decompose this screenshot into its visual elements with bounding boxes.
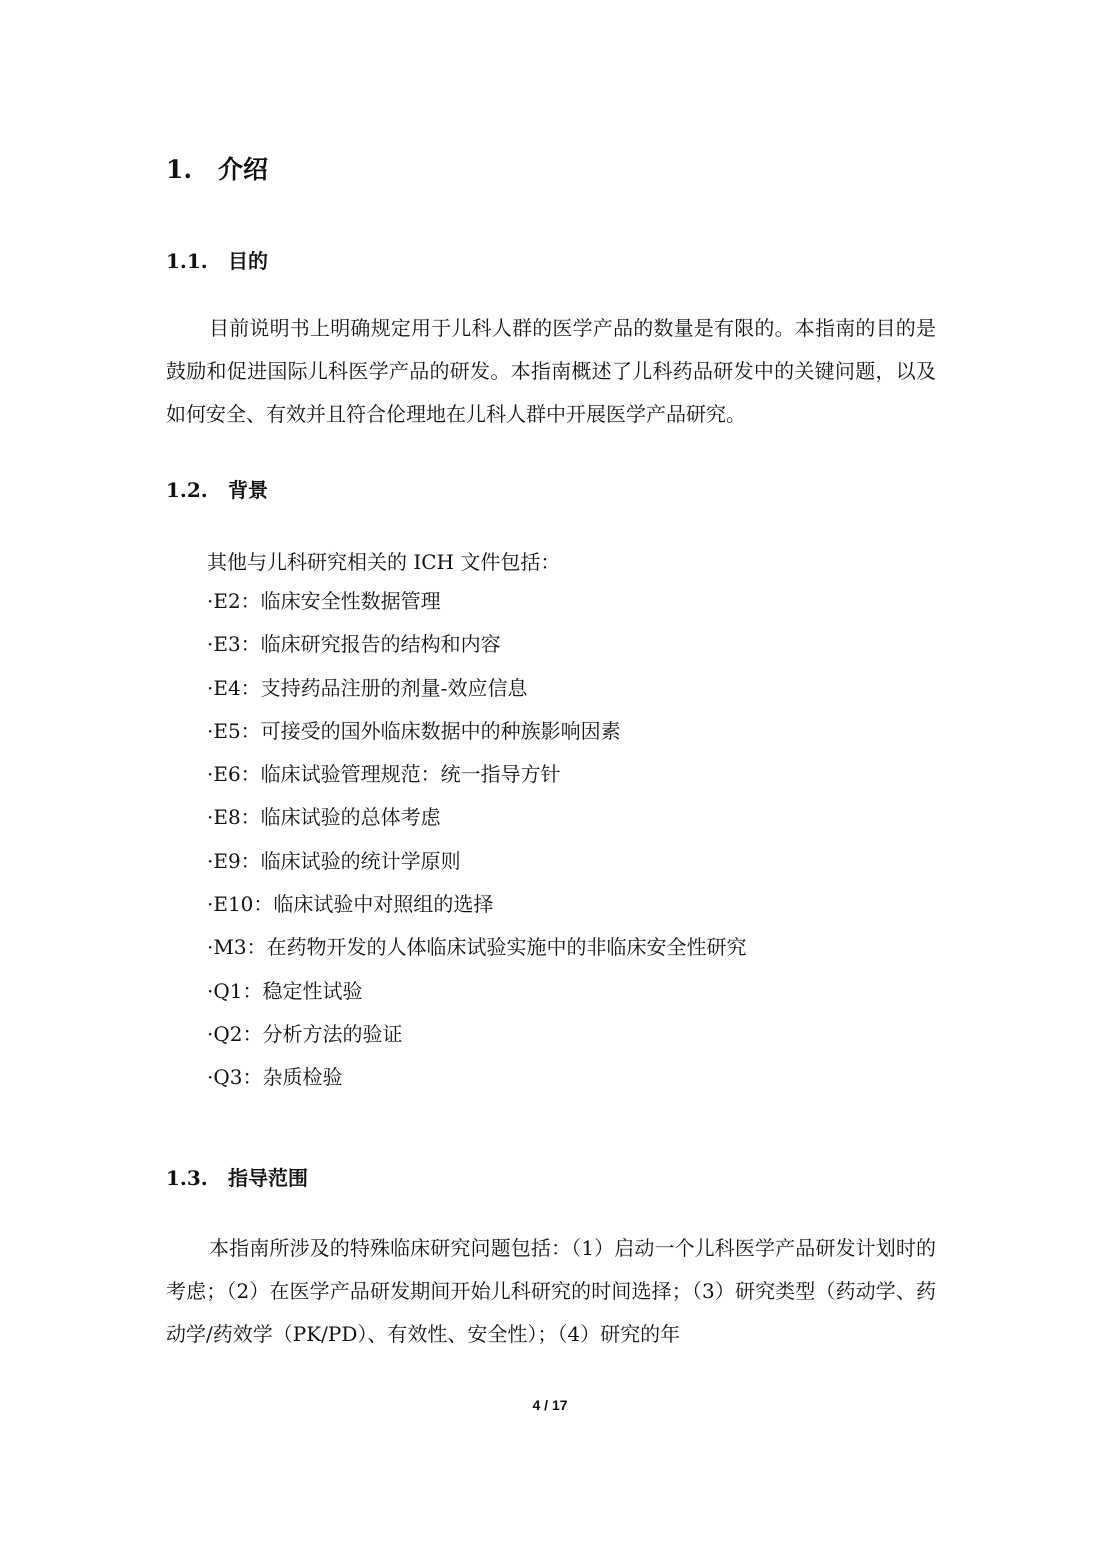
section-heading-scope — [166, 1162, 308, 1191]
scope-paragraph: 本指南所涉及的特殊临床研究问题包括：（1）启动一个儿科医学产品研发计划时的考虑；（2）在医学产品研发期间开始儿科研究的时间选择；（3）研究类型（药动学、药动学/药效学（PK/PD）、有效性、安全性）；（4）研究的年 — [166, 1236, 936, 1346]
list-item: ·E5：可接受的国外临床数据中的种族影响因素 — [207, 718, 621, 743]
chapter-number: 1. — [166, 155, 193, 184]
list-item: ·E9：临床试验的统计学原则 — [207, 848, 461, 873]
list-item: ·E4：支持药品注册的剂量-效应信息 — [207, 675, 528, 700]
list-item: ·E10：临床试验中对照组的选择 — [207, 892, 494, 917]
list-item: ·Q3：杂质检验 — [207, 1065, 343, 1090]
section-title: 目的 — [228, 249, 268, 273]
list-item: ·E2：临床安全性数据管理 — [207, 589, 441, 613]
list-item: ·Q1：稳定性试验 — [207, 978, 363, 1003]
section-number: 1.2. — [166, 478, 208, 502]
list-item: ·Q2：分析方法的验证 — [207, 1021, 403, 1046]
chapter-title: 介绍 — [218, 155, 269, 184]
purpose-paragraph: 目前说明书上明确规定用于儿科人群的医学产品的数量是有限的。本指南的目的是鼓励和促进国际儿科医学产品的研发。本指南概述了儿科药品研发中的关键问题，以及如何安全、有效并且符合伦理地在儿科人群中开展医学产品研究。 — [166, 316, 936, 426]
list-item: ·E6：临床试验管理规范：统一指导方针 — [207, 762, 561, 787]
section-heading-background — [166, 474, 268, 503]
section-title: 指导范围 — [228, 1166, 308, 1190]
list-item: ·M3：在药物开发的人体临床试验实施中的非临床安全性研究 — [207, 935, 747, 960]
section-number: 1.1. — [166, 249, 208, 273]
section-title: 背景 — [228, 478, 268, 502]
chapter-heading — [166, 150, 268, 186]
page-number: 4 / 17 — [532, 1397, 568, 1413]
section-number: 1.3. — [166, 1166, 208, 1190]
list-item: ·E8：临床试验的总体考虑 — [207, 805, 441, 830]
list-item: ·E3：临床研究报告的结构和内容 — [207, 632, 501, 657]
ich-document-list — [207, 580, 747, 1100]
section-heading-purpose — [166, 245, 268, 274]
background-intro: 其他与儿科研究相关的 ICH 文件包括： — [207, 550, 561, 574]
